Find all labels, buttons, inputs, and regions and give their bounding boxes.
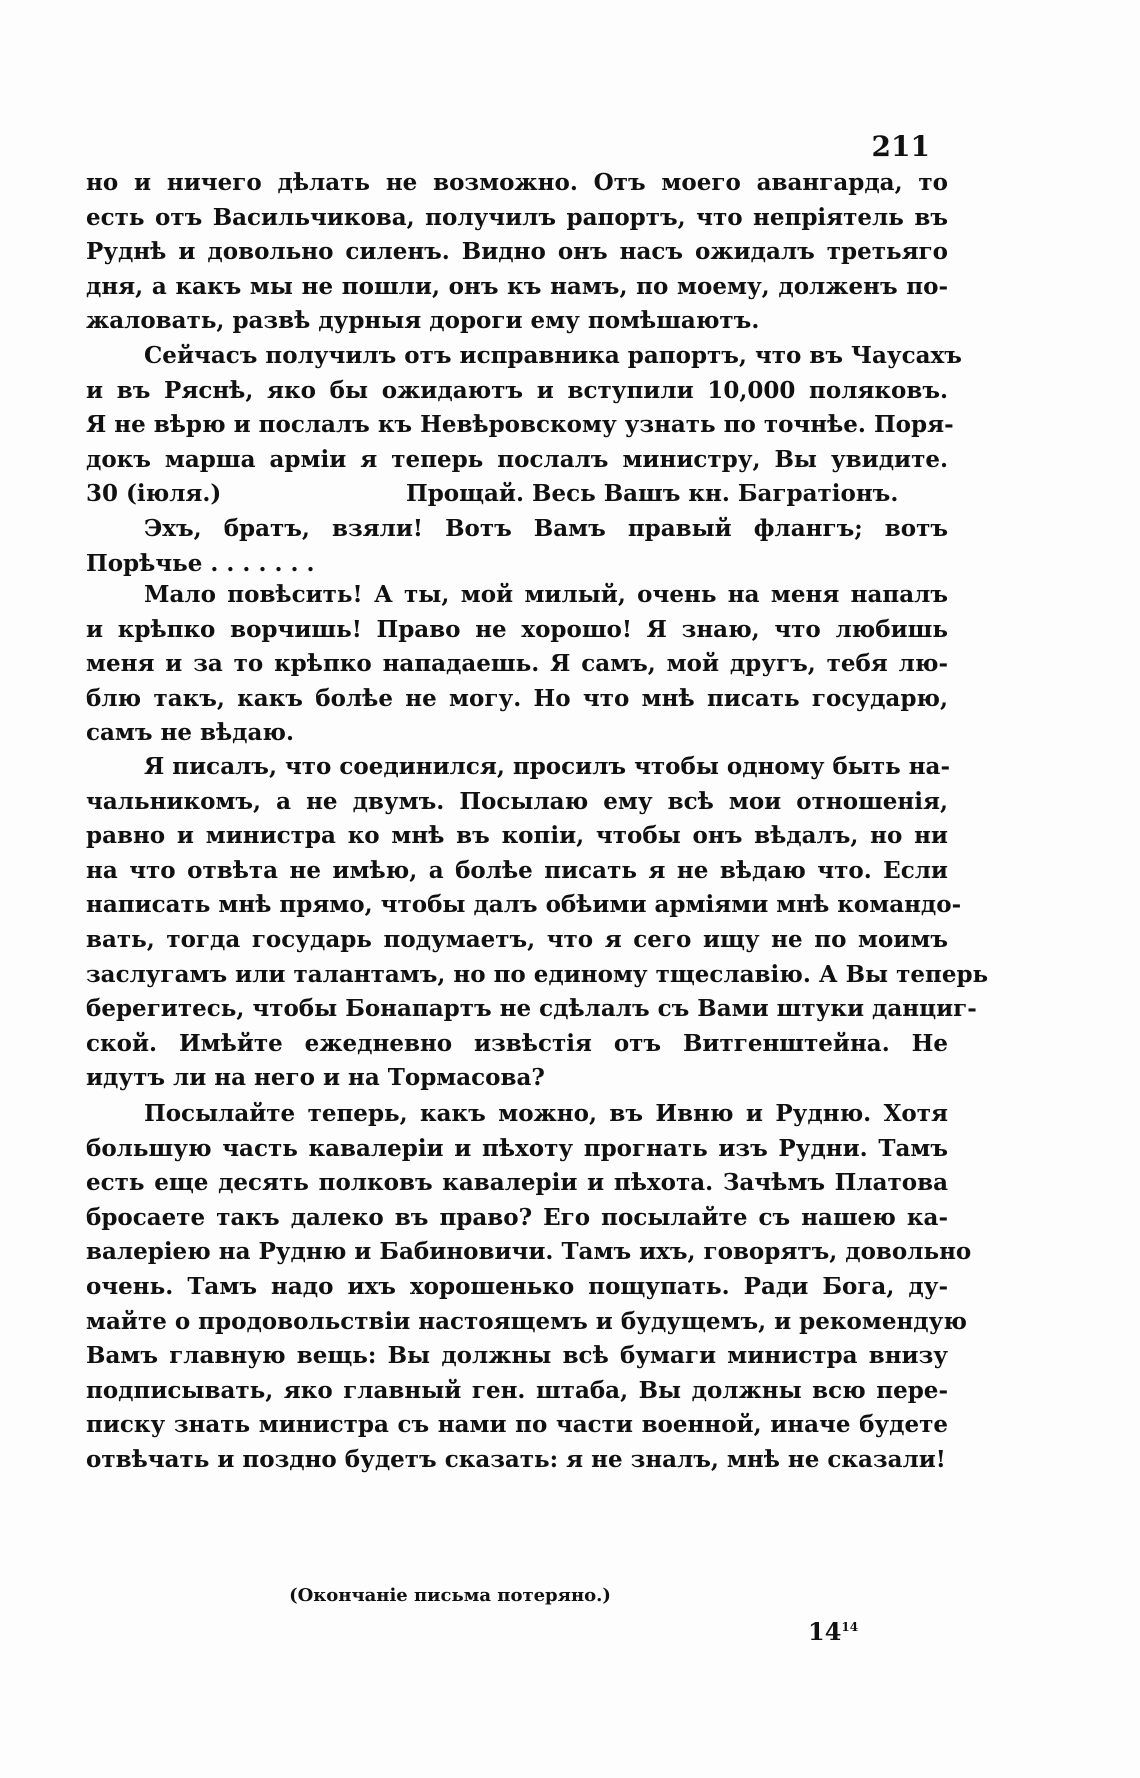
text-line: написать мнѣ прямо, чтобы далъ обѣими арміями мнѣ командо- [86,891,962,919]
text-line: докъ марша арміи я теперь послалъ министру, Вы увидите. [86,445,948,473]
text-line: Я писалъ, что соединился, просилъ чтобы одному быть на- [144,753,951,780]
text-line: жаловать, развѣ дурныя дороги ему помѣшаютъ. [86,307,760,335]
signature-mark [808,1617,858,1646]
paragraph-5 [86,750,989,1096]
dateline [86,477,948,512]
text-line: майте о продовольствіи настоящемъ и будущемъ, и рекомендую [86,1307,967,1335]
text-line: Вамъ главную вещь: Вы должны всѣ бумаги министра внизу [86,1342,948,1370]
text-line: чальникомъ, а не двумъ. Посылаю ему всѣ мои отношенія, [86,787,948,815]
text-line: Посылайте теперь, какъ можно, въ Ивню и Рудню. Хотя [144,1100,948,1127]
text-line: на что отвѣта не имѣю, а болѣе писать я не вѣдаю что. Если [86,856,948,884]
text-line: большую часть кавалеріи и пѣхоту прогнать изъ Рудни. Тамъ [86,1134,948,1162]
editorial-note: (Окончаніе письма потеряно.) [289,1585,611,1606]
paragraph-3 [86,512,948,581]
paragraph-1 [86,166,948,339]
page-number: 211 [871,130,930,163]
text-line: и крѣпко ворчишь! Право не хорошо! Я знаю, что любишь [86,615,948,643]
text-line: равно и министра ко мнѣ въ копіи, чтобы онъ вѣдалъ, но ни [86,822,948,850]
text-line: и въ Ряснѣ, яко бы ожидаютъ и вступили 10,000 поляковъ. [86,376,948,404]
signature-number: 14 [808,1617,842,1646]
text-line: бросаете такъ далеко въ право? Его посылайте съ нашею ка- [86,1203,948,1231]
text-line: ской. Имѣйте ежедневно извѣстія отъ Витгенштейна. Не [86,1029,948,1057]
text-line: отвѣчать и поздно будетъ сказать: я не зналъ, мнѣ не сказали! [86,1445,946,1473]
paragraph-2 [86,339,962,512]
letter-date: 30 (іюля.) [86,480,222,508]
text-line: самъ не вѣдаю. [86,719,294,747]
text-line: очень. Тамъ надо ихъ хорошенько пощупать. Ради Бога, ду- [86,1272,948,1300]
paragraph-6 [86,1097,972,1478]
text-line: Я не вѣрю и послалъ къ Невѣровскому узнать по точнѣе. Поря- [86,411,954,439]
text-line: Порѣчье . . . . . . . [86,549,315,577]
text-line: меня и за то крѣпко нападаешь. Я самъ, мой другъ, тебя лю- [86,650,948,678]
text-line: валеріею на Рудню и Бабиновичи. Тамъ ихъ, говорятъ, довольно [86,1238,972,1266]
text-line: берегитесь, чтобы Бонапартъ не сдѣлалъ съ Вами штуки данциг- [86,995,977,1023]
text-line: но и ничего дѣлать не возможно. Отъ моего авангарда, то [86,169,948,196]
text-line: есть отъ Васильчикова, получилъ рапортъ, что непріятель въ [86,203,948,231]
text-line: есть еще десять полковъ кавалеріи и пѣхота. Зачѣмъ Платова [86,1169,948,1197]
signature-superscript: 14 [841,1620,859,1634]
text-line: идутъ ли на него и на Тормасова? [86,1064,545,1092]
text-line: Эхъ, братъ, взяли! Вотъ Вамъ правый флангъ; вотъ [144,515,948,542]
paragraph-4 [86,578,948,751]
text-line: Руднѣ и довольно силенъ. Видно онъ насъ ожидалъ третьяго [86,238,948,266]
text-line: писку знать министра съ нами по части военной, иначе будете [86,1411,948,1439]
text-line: вать, тогда государь подумаетъ, что я сего ищу не по моимъ [86,925,948,953]
text-line: заслугамъ или талантамъ, но по единому тщеславію. А Вы теперь [86,960,989,988]
text-line: Мало повѣсить! А ты, мой милый, очень на меня напалъ [144,581,948,608]
text-line: дня, а какъ мы не пошли, онъ къ намъ, по моему, долженъ по- [86,272,948,300]
text-line: подписывать, яко главный ген. штаба, Вы должны всю пере- [86,1376,948,1404]
text-line: блю такъ, какъ болѣе не могу. Но что мнѣ писать государю, [86,684,948,712]
letter-signoff: Прощай. Весь Вашъ кн. Багратіонъ. [406,480,899,508]
text-line: Сейчасъ получилъ отъ исправника рапортъ, что въ Чаусахъ [144,342,962,369]
